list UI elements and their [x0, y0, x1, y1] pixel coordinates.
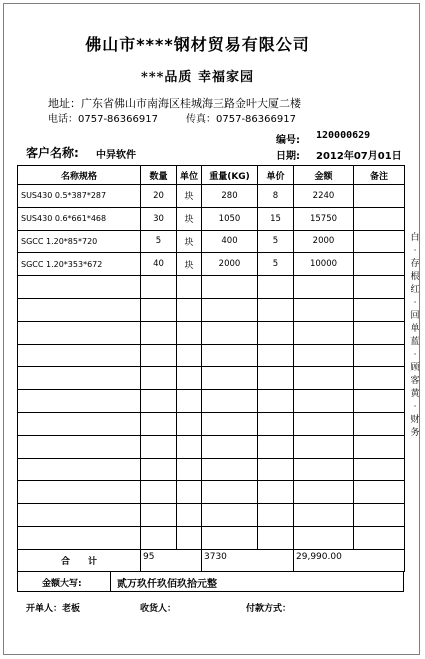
header-unit-price: 单价 — [258, 166, 294, 185]
cell-unit-price — [258, 481, 294, 504]
header-weight: 重量(KG) — [202, 166, 258, 185]
cell-unit-price — [258, 526, 294, 549]
cell-name-spec — [18, 390, 141, 413]
header-quantity: 数量 — [141, 166, 177, 185]
cell-unit: 块 — [177, 207, 202, 230]
cell-weight — [202, 526, 258, 549]
side-note-glyph: 蓝 — [410, 337, 420, 347]
cell-weight — [202, 481, 258, 504]
company-fax: 传真：0757-86366917 — [186, 114, 296, 125]
cell-name-spec: SGCC 1.20*85*720 — [18, 230, 141, 253]
cell-unit — [177, 298, 202, 321]
cell-unit — [177, 458, 202, 481]
cell-unit — [177, 390, 202, 413]
cell-unit — [177, 481, 202, 504]
cell-remarks — [354, 321, 405, 344]
cell-weight — [202, 458, 258, 481]
cell-amount: 15750 — [294, 207, 354, 230]
cell-amount — [294, 298, 354, 321]
cell-unit — [177, 504, 202, 527]
cell-remarks — [354, 458, 405, 481]
cell-remarks — [354, 230, 405, 253]
total-quantity: 95 — [141, 549, 202, 571]
cell-name-spec — [18, 298, 141, 321]
footer-payment-method: 付款方式： — [246, 604, 292, 614]
cell-amount — [294, 390, 354, 413]
cell-weight: 2000 — [202, 253, 258, 276]
cell-remarks — [354, 435, 405, 458]
cell-unit — [177, 321, 202, 344]
cell-unit-price — [258, 412, 294, 435]
table-row — [18, 481, 405, 504]
cell-remarks — [354, 412, 405, 435]
table-row — [18, 367, 405, 390]
cell-name-spec — [18, 458, 141, 481]
cell-unit-price: 5 — [258, 253, 294, 276]
side-note-glyph: 红 — [410, 285, 420, 295]
cell-name-spec: SGCC 1.20*353*672 — [18, 253, 141, 276]
cell-unit-price — [258, 504, 294, 527]
side-note-glyph: 单 — [410, 324, 420, 334]
table-row — [18, 526, 405, 549]
cell-unit: 块 — [177, 253, 202, 276]
cell-amount — [294, 504, 354, 527]
cell-name-spec — [18, 321, 141, 344]
cell-quantity — [141, 321, 177, 344]
side-note-glyph: 顾 — [410, 363, 420, 373]
side-note-glyph: 根 — [410, 272, 420, 282]
cell-unit-price — [258, 344, 294, 367]
cell-unit — [177, 412, 202, 435]
table-row — [18, 344, 405, 367]
cell-weight — [202, 412, 258, 435]
table-row — [18, 435, 405, 458]
invoice-number-label: 编号: — [276, 135, 300, 146]
cell-remarks — [354, 390, 405, 413]
cell-remarks — [354, 276, 405, 299]
cell-remarks — [354, 526, 405, 549]
cell-name-spec — [18, 504, 141, 527]
cell-unit — [177, 367, 202, 390]
header-amount: 金额 — [294, 166, 354, 185]
cell-weight — [202, 435, 258, 458]
cell-weight — [202, 276, 258, 299]
cell-amount: 2000 — [294, 230, 354, 253]
amount-in-words-label: 金额大写: — [42, 579, 82, 589]
cell-name-spec — [18, 435, 141, 458]
cell-weight: 1050 — [202, 207, 258, 230]
cell-amount — [294, 321, 354, 344]
cell-unit — [177, 344, 202, 367]
cell-weight — [202, 298, 258, 321]
table-row — [18, 390, 405, 413]
cell-amount — [294, 367, 354, 390]
cell-quantity — [141, 390, 177, 413]
cell-remarks — [354, 344, 405, 367]
side-note-glyph: 白 — [410, 233, 420, 243]
cell-unit-price — [258, 435, 294, 458]
header-unit: 单位 — [177, 166, 202, 185]
table-header-row — [18, 166, 405, 185]
cell-amount — [294, 481, 354, 504]
cell-name-spec — [18, 276, 141, 299]
invoice-date-label: 日期: — [276, 151, 300, 162]
side-note-glyph: · — [413, 402, 417, 412]
header-remarks: 备注 — [354, 166, 405, 185]
items-table — [17, 165, 405, 572]
cell-quantity: 40 — [141, 253, 177, 276]
table-row — [18, 321, 405, 344]
cell-remarks — [354, 367, 405, 390]
table-row — [18, 458, 405, 481]
cell-unit-price — [258, 298, 294, 321]
cell-amount: 10000 — [294, 253, 354, 276]
cell-unit — [177, 276, 202, 299]
total-label: 合计 — [18, 549, 141, 571]
cell-quantity: 20 — [141, 185, 177, 208]
cell-amount — [294, 526, 354, 549]
cell-name-spec — [18, 481, 141, 504]
side-note-glyph: 客 — [410, 376, 420, 386]
customer-label: 客户名称: — [26, 146, 79, 160]
side-note-glyph: · — [413, 350, 417, 360]
cell-weight — [202, 504, 258, 527]
amount-in-words-row — [17, 571, 404, 592]
invoice-number-value: 120000629 — [316, 130, 371, 141]
company-phone: 电话：0757-86366917 — [48, 114, 158, 125]
cell-unit-price — [258, 390, 294, 413]
cell-unit-price — [258, 321, 294, 344]
table-row — [18, 298, 405, 321]
cell-amount — [294, 276, 354, 299]
company-address: 地址：广东省佛山市南海区桂城海三路金叶大厦二楼 — [48, 97, 301, 110]
cell-quantity — [141, 276, 177, 299]
side-note-glyph: 务 — [410, 428, 420, 438]
side-note-glyph: 存 — [410, 259, 420, 269]
cell-quantity: 5 — [141, 230, 177, 253]
cell-quantity — [141, 298, 177, 321]
cell-unit — [177, 435, 202, 458]
invoice-date-value: 2012年07月01日 — [316, 151, 402, 162]
cell-remarks — [354, 298, 405, 321]
cell-remarks — [354, 253, 405, 276]
cell-remarks — [354, 207, 405, 230]
side-note-glyph: 财 — [410, 415, 420, 425]
cell-quantity — [141, 481, 177, 504]
table-row — [18, 230, 405, 253]
cell-name-spec: SUS430 0.5*387*287 — [18, 185, 141, 208]
cell-quantity — [141, 367, 177, 390]
company-title: 佛山市****钢材贸易有限公司 — [85, 35, 310, 54]
header-name-spec: 名称规格 — [18, 166, 141, 185]
table-row — [18, 504, 405, 527]
cell-amount: 2240 — [294, 185, 354, 208]
cell-name-spec — [18, 526, 141, 549]
table-row — [18, 276, 405, 299]
cell-quantity — [141, 435, 177, 458]
cell-unit-price — [258, 458, 294, 481]
cell-amount — [294, 435, 354, 458]
cell-name-spec — [18, 367, 141, 390]
side-note-glyph: 回 — [410, 311, 420, 321]
amount-in-words-value: 贰万玖仟玖佰玖拾元整 — [117, 579, 217, 590]
cell-unit-price: 5 — [258, 230, 294, 253]
table-row — [18, 253, 405, 276]
cell-weight: 400 — [202, 230, 258, 253]
cell-unit-price — [258, 276, 294, 299]
cell-quantity — [141, 344, 177, 367]
cell-weight — [202, 321, 258, 344]
cell-unit: 块 — [177, 185, 202, 208]
cell-quantity — [141, 458, 177, 481]
cell-quantity: 30 — [141, 207, 177, 230]
table-row — [18, 185, 405, 208]
cell-unit-price — [258, 367, 294, 390]
footer-receiver: 收货人： — [140, 604, 177, 614]
amount-divider — [110, 571, 111, 592]
table-row — [18, 207, 405, 230]
cell-quantity — [141, 412, 177, 435]
cell-unit — [177, 526, 202, 549]
cell-remarks — [354, 185, 405, 208]
customer-value: 中异软件 — [96, 150, 136, 161]
side-note-glyph: · — [413, 246, 417, 256]
total-amount: 29,990.00 — [294, 549, 405, 571]
company-slogan: ***品质 幸福家园 — [141, 70, 254, 85]
cell-name-spec: SUS430 0.6*661*468 — [18, 207, 141, 230]
cell-amount — [294, 458, 354, 481]
cell-weight — [202, 390, 258, 413]
cell-quantity — [141, 504, 177, 527]
cell-quantity — [141, 526, 177, 549]
cell-name-spec — [18, 412, 141, 435]
cell-name-spec — [18, 344, 141, 367]
cell-remarks — [354, 504, 405, 527]
cell-unit: 块 — [177, 230, 202, 253]
copy-distribution-note — [406, 232, 424, 440]
cell-weight — [202, 367, 258, 390]
cell-unit-price: 15 — [258, 207, 294, 230]
side-note-glyph: · — [413, 298, 417, 308]
cell-weight: 280 — [202, 185, 258, 208]
cell-remarks — [354, 481, 405, 504]
cell-amount — [294, 344, 354, 367]
table-row — [18, 412, 405, 435]
footer-drawer: 开单人：老板 — [26, 604, 81, 614]
total-weight: 3730 — [202, 549, 294, 571]
side-note-glyph: 黄 — [410, 389, 420, 399]
cell-weight — [202, 344, 258, 367]
cell-unit-price: 8 — [258, 185, 294, 208]
cell-amount — [294, 412, 354, 435]
total-row — [18, 549, 405, 571]
